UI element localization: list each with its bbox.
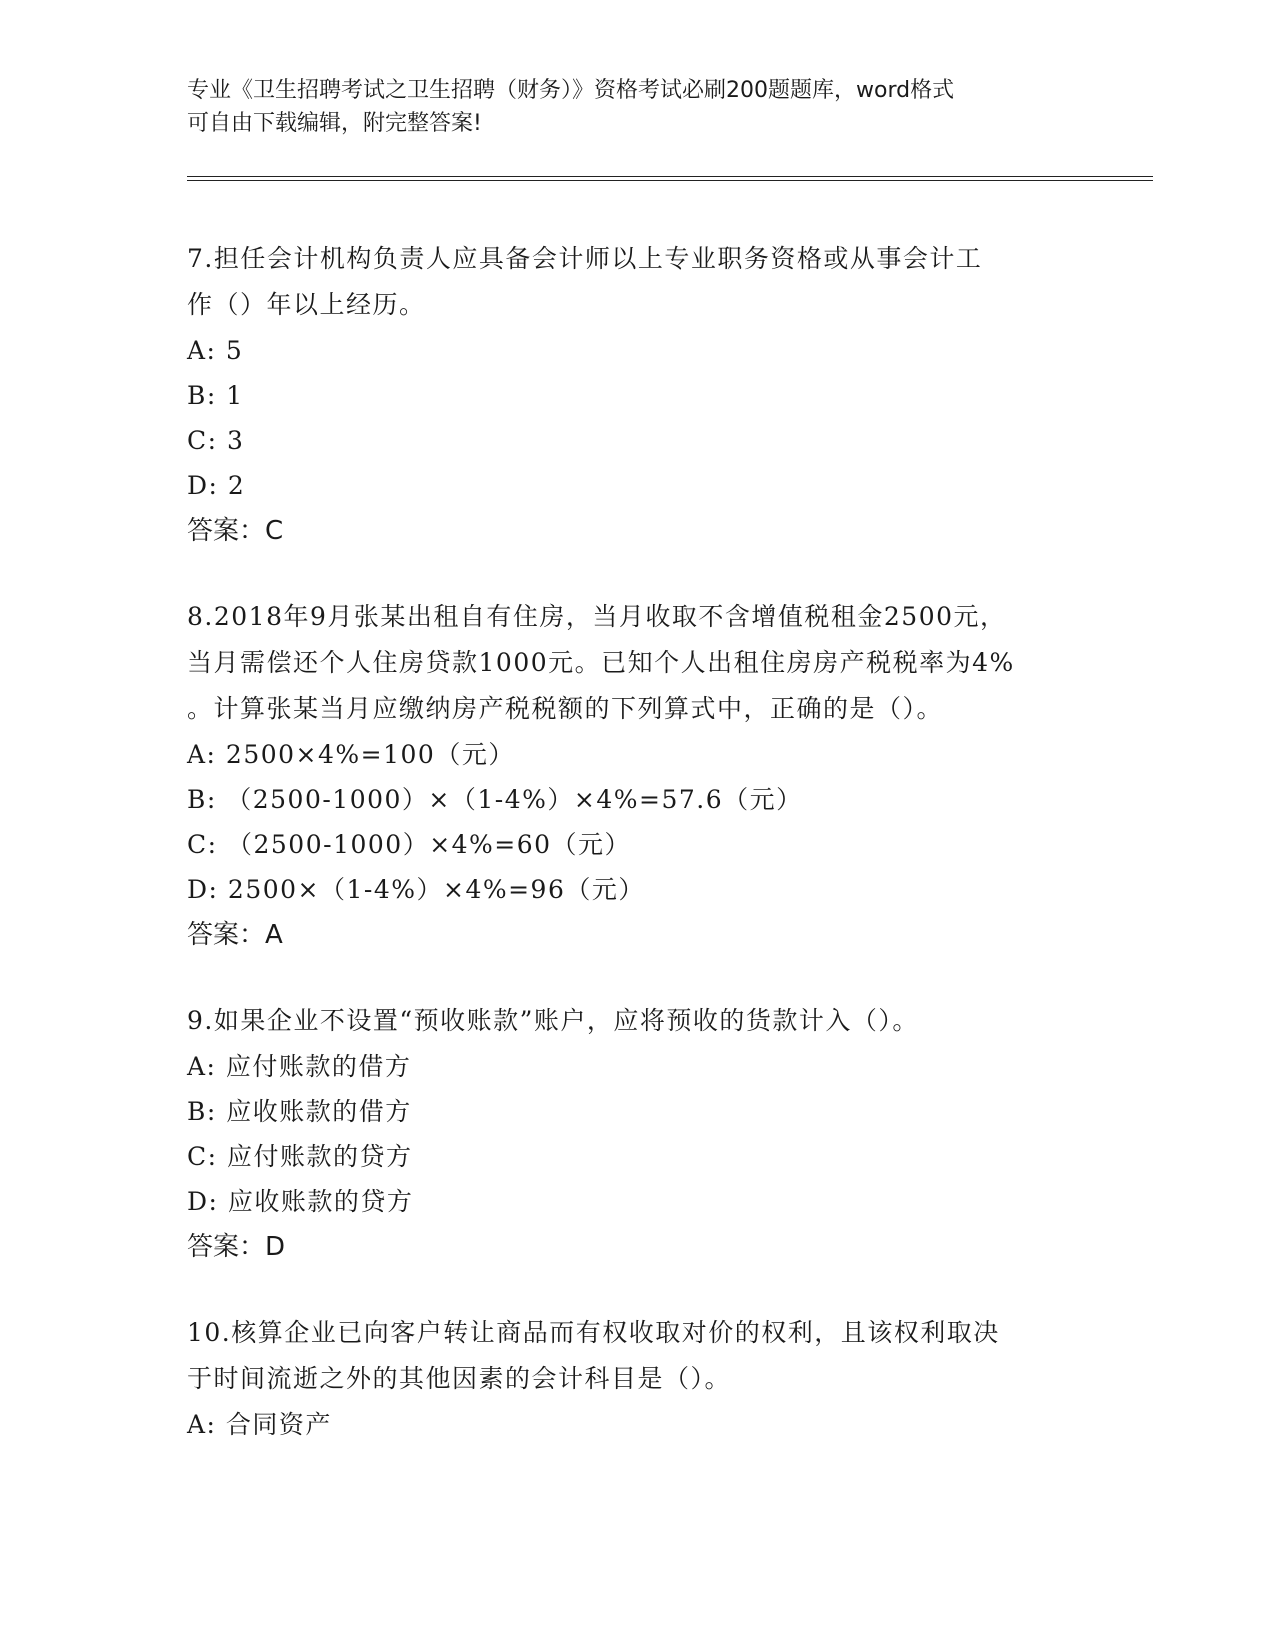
question-10 <box>187 1310 1087 1447</box>
question-stem-line: 当月需偿还个人住房贷款1000元。已知个人出租住房房产税税率为4% <box>187 648 1015 677</box>
option-a: A: 2500×4%=100（元） <box>187 740 515 769</box>
option-c: C: 3 <box>187 426 245 455</box>
question-7 <box>187 236 1087 554</box>
option-b: B: （2500-1000）×（1-4%）×4%=57.6（元） <box>187 785 803 814</box>
question-stem-line: 。计算张某当月应缴纳房产税税额的下列算式中，正确的是（）。 <box>187 694 944 723</box>
option-b: B: 1 <box>187 381 244 410</box>
answer-line: 答案：C <box>187 516 284 546</box>
option-a: A: 应付账款的借方 <box>187 1052 412 1081</box>
question-stem-line: 9.如果企业不设置“预收账款”账户，应将预收的货款计入（）。 <box>187 1006 919 1035</box>
header-divider-bottom <box>187 180 1153 181</box>
option-a: A: 合同资产 <box>187 1410 332 1439</box>
option-c: C: （2500-1000）×4%=60（元） <box>187 830 632 859</box>
header-title-line-2: 可自由下载编辑，附完整答案! <box>187 111 482 136</box>
option-b: B: 应收账款的借方 <box>187 1097 412 1126</box>
question-list <box>187 236 1087 1487</box>
question-8 <box>187 594 1087 958</box>
question-9 <box>187 998 1087 1270</box>
question-stem-line: 10.核算企业已向客户转让商品而有权收取对价的权利，且该权利取决 <box>187 1318 1000 1347</box>
option-d: D: 应收账款的贷方 <box>187 1187 414 1216</box>
document-header <box>187 74 1067 140</box>
option-c: C: 应付账款的贷方 <box>187 1142 413 1171</box>
option-a: A: 5 <box>187 336 244 365</box>
question-stem-line: 于时间流逝之外的其他因素的会计科目是（）。 <box>187 1364 732 1393</box>
question-stem-line: 7.担任会计机构负责人应具备会计师以上专业职务资格或从事会计工 <box>187 244 983 273</box>
option-d: D: 2 <box>187 471 246 500</box>
answer-line: 答案：A <box>187 920 283 950</box>
header-divider-top <box>187 176 1153 177</box>
option-d: D: 2500×（1-4%）×4%=96（元） <box>187 875 645 904</box>
question-stem-line: 作（）年以上经历。 <box>187 290 426 319</box>
answer-line: 答案：D <box>187 1232 286 1262</box>
header-title-line-1: 专业《卫生招聘考试之卫生招聘（财务）》资格考试必刷200题题库，word格式 <box>187 78 955 103</box>
question-stem-line: 8.2018年9月张某出租自有住房，当月收取不含增值税租金2500元， <box>187 602 1007 631</box>
